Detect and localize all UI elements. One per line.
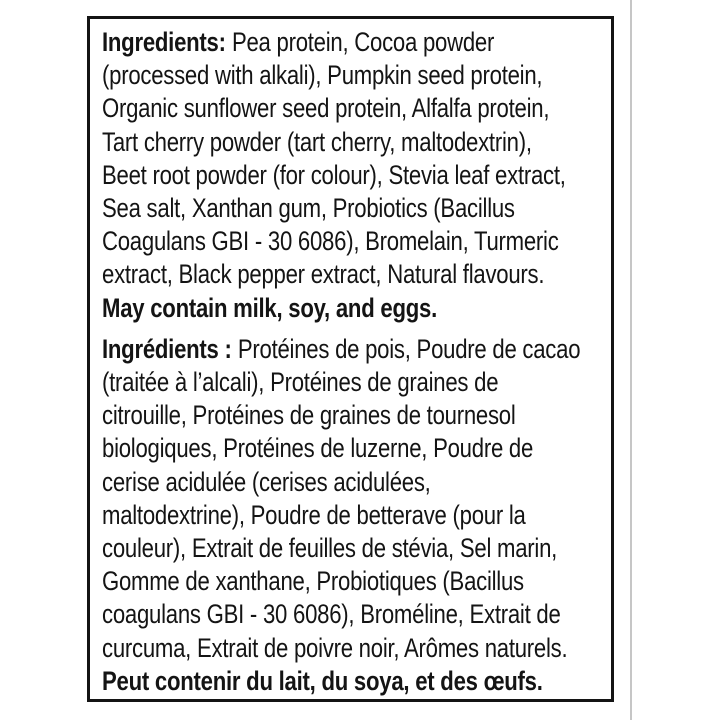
ingredient-line: cerise acidulée (cerises acidulées,	[102, 466, 431, 497]
ingredient-line: coagulans GBI - 30 6086), Broméline, Extrait de	[102, 599, 561, 630]
ingredient-line: maltodextrine), Poudre de betterave (pour la	[102, 499, 526, 530]
ingredients-panel	[87, 16, 614, 702]
ingredients-heading-en: Ingredients:	[102, 27, 226, 57]
ingredient-line: Gomme de xanthane, Probiotiques (Bacillus	[102, 566, 524, 597]
ingredient-line: Beet root powder (for colour), Stevia leaf extract,	[102, 159, 566, 190]
ingredient-line: (processed with alkali), Pumpkin seed protein,	[102, 60, 543, 91]
allergen-statement-en: May contain milk, soy, and eggs.	[102, 292, 437, 323]
ingredients-french-paragraph	[102, 333, 581, 698]
ingredient-line: Coagulans GBI - 30 6086), Bromelain, Turmeric	[102, 226, 559, 257]
ingredient-line: citrouille, Protéines de graines de tournesol	[102, 400, 516, 431]
ingredients-english-paragraph	[102, 26, 566, 325]
allergen-statement-fr: Peut contenir du lait, du soya, et des œufs.	[102, 665, 543, 696]
ingredient-line	[102, 26, 513, 59]
ingredient-line: Organic sunflower seed protein, Alfalfa protein,	[102, 93, 550, 124]
ingredient-line: Tart cherry powder (tart cherry, maltodextrin),	[102, 126, 532, 157]
label-edge-line	[630, 0, 632, 720]
ingredient-line: extract, Black pepper extract, Natural flavours.	[102, 259, 545, 290]
ingredient-line: biologiques, Protéines de luzerne, Poudre de	[102, 433, 534, 464]
ingredient-line: couleur), Extrait de feuilles de stévia, Sel marin,	[102, 533, 558, 564]
ingredient-line	[102, 333, 581, 366]
ingredient-line: (traitée à l’alcali), Protéines de graines de	[102, 367, 499, 398]
ingredient-line: curcuma, Extrait de poivre noir, Arômes naturels.	[102, 632, 568, 663]
ingredients-heading-fr: Ingrédients :	[102, 333, 232, 364]
ingredient-text: Pea protein, Cocoa powder	[231, 27, 495, 57]
ingredient-text: Protéines de pois, Poudre de cacao	[237, 333, 581, 364]
ingredient-line: Sea salt, Xanthan gum, Probiotics (Bacillus	[102, 193, 515, 224]
